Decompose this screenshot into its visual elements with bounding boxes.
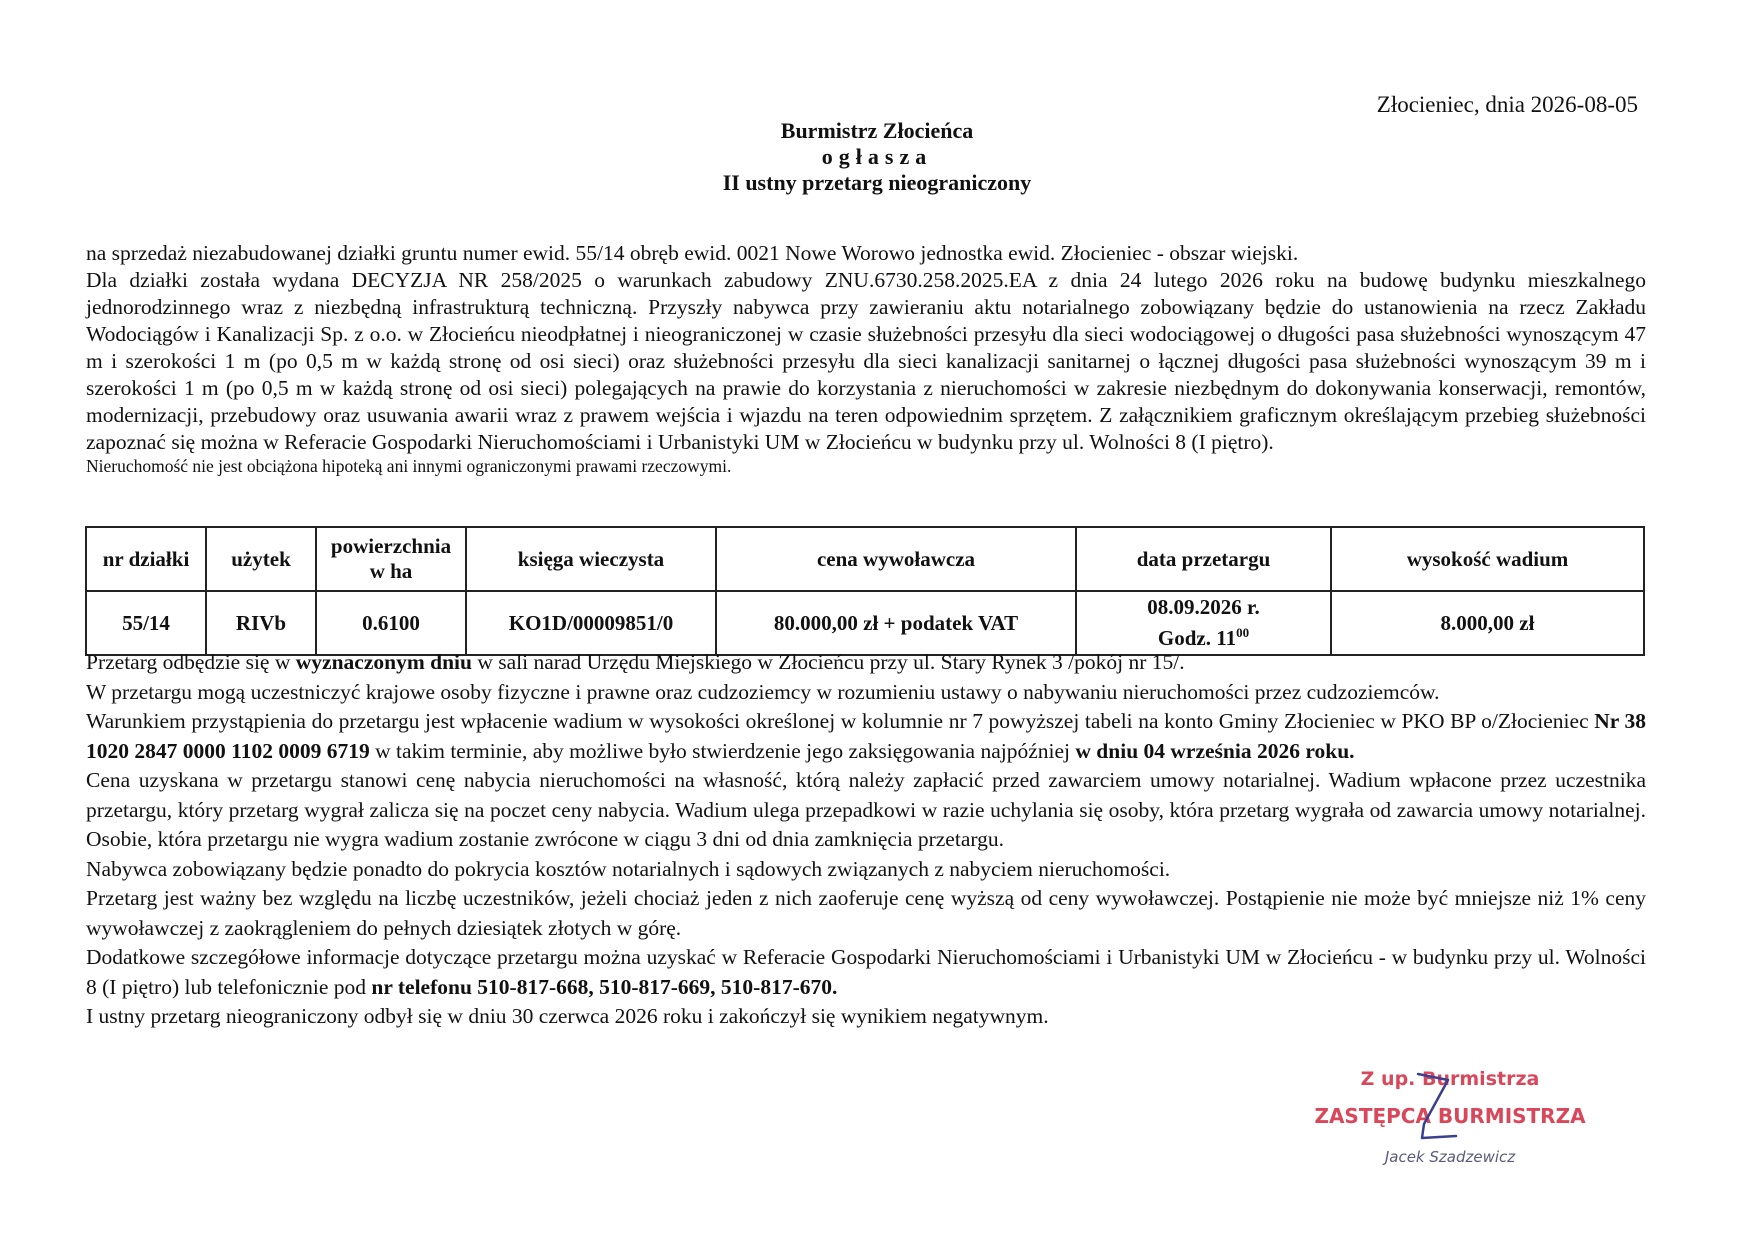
document-date: Złocieniec, dnia 2026-08-05 xyxy=(1376,92,1638,117)
contact-phone-numbers: nr telefonu 510-817-668, 510-817-669, 510-817-670. xyxy=(371,974,838,999)
stamp-line-authority: Z up. Burmistrza xyxy=(1360,1068,1540,1090)
terms-location xyxy=(86,648,1646,678)
terms-section xyxy=(86,648,1646,1032)
intro-section xyxy=(86,240,1646,476)
intro-paragraph-2: Dla działki została wydana DECYZJA NR 258/2025 o warunkach zabudowy ZNU.6730.258.2025.EA z dnia 24 lutego 2026 roku na budowę budynku mieszkalnego jednorodzinnego wraz z niezbędną infrastrukturą techniczną. Przyszły nabywca przy zawieraniu aktu notarialnego zobowiązany będzie do ustanowienia na rzecz Zakładu Wodociągów i Kanalizacji Sp. z o.o. w Złocieńcu nieodpłatnej i nieograniczonej w czasie służebności przesyłu dla sieci wodociągowej o długości pasa służebności wynoszącym 47 m i szerokości 1 m (po 0,5 m w każdą stronę od osi sieci) oraz służebności przesyłu dla sieci kanalizacji sanitarnej o łącznej długości pasa służebności wynoszącym 39 m i szerokości 1 m (po 0,5 m w każdą stronę od osi sieci) polegających na prawie do korzystania z nieruchomości w zakresie niezbędnym do dokonywania konserwacji, remontów, modernizacji, przebudowy oraz usuwania awarii wraz z prawem wejścia i wjazdu na teren odpowiednim sprzętem. Z załącznikiem graficznym określającym przebieg służebności zapoznać się można w Referacie Gospodarki Nieruchomościami i Urbanistyki UM w Złocieńcu w budynku przy ul. Wolności 8 (I piętro). xyxy=(86,268,1646,454)
terms-price: Cena uzyskana w przetargu stanowi cenę nabycia nieruchomości na własność, którą należy zapłacić przed zawarciem umowy notarialnej. Wadium wpłacone przez uczestnika przetargu, który przetarg wygrał zalicza się na poczet ceny nabycia. Wadium ulega przepadkowi w razie uchylania się osoby, która przetarg wygrała od zawarcia umowy notarialnej. Osobie, która przetargu nie wygra wadium zostanie zwrócone w ciągu 3 dni od dnia zamknięcia przetargu. xyxy=(86,768,1646,851)
col-header-plot: nr działki xyxy=(86,527,206,591)
terms-participants: W przetargu mogą uczestniczyć krajowe osoby fizyczne i prawne oraz cudzoziemcy w rozumieniu ustawy o nabywaniu nieruchomości przez cudzoziemców. xyxy=(86,679,1440,704)
col-header-register: księga wieczysta xyxy=(466,527,716,591)
intro-paragraph-3: Nieruchomość nie jest obciążona hipoteką ani innymi ograniczonymi prawami rzeczowymi. xyxy=(86,456,732,476)
terms-location-text-1: Przetarg odbędzie się w xyxy=(86,650,296,674)
terms-location-text-2: w sali narad Urzędu Miejskiego w Złocieńcu przy ul. Stary Rynek 3 /pokój nr 15/. xyxy=(471,650,1185,674)
cell-plot: 55/14 xyxy=(86,591,206,655)
terms-location-emphasis: wyznaczonym dniu xyxy=(295,650,472,674)
col-header-use: użytek xyxy=(206,527,316,591)
table-row xyxy=(86,591,1644,655)
tender-time-minutes: 00 xyxy=(1236,625,1250,640)
terms-costs: Nabywca zobowiązany będzie ponadto do pokrycia kosztów notarialnych i sądowych związanych z nabyciem nieruchomości. xyxy=(86,856,1171,881)
cell-register: KO1D/00009851/0 xyxy=(466,591,716,655)
intro-paragraph-1: na sprzedaż niezabudowanej działki gruntu numer ewid. 55/14 obręb ewid. 0021 Nowe Worowo jednostka ewid. Złocieniec - obszar wiejski. xyxy=(86,241,1299,265)
issuer-title: Burmistrz Złocieńca xyxy=(780,118,974,143)
col-header-area: powierzchnia w ha xyxy=(316,527,466,591)
terms-deposit-text-2: w takim terminie, aby możliwe było stwierdzenie jego zaksięgowania najpóźniej xyxy=(369,738,1076,763)
handwritten-signature xyxy=(1408,1066,1478,1146)
col-header-price: cena wywoławcza xyxy=(716,527,1076,591)
cell-deposit: 8.000,00 zł xyxy=(1331,591,1644,655)
tender-time xyxy=(1081,620,1326,651)
table-header-row xyxy=(86,527,1644,591)
deposit-deadline: w dniu 04 września 2026 roku. xyxy=(1075,738,1355,763)
stamp-line-position: ZASTĘPCA BURMISTRZA xyxy=(1314,1104,1586,1128)
document-heading xyxy=(0,118,1754,196)
tender-time-text: Godz. 11 xyxy=(1157,626,1237,650)
terms-contact xyxy=(86,943,1646,1002)
cell-price: 80.000,00 zł + podatek VAT xyxy=(716,591,1076,655)
stamp-line-name: Jacek Szadzewicz xyxy=(1384,1148,1516,1166)
tender-title: II ustny przetarg nieograniczony xyxy=(722,170,1032,195)
terms-contact-text: Dodatkowe szczegółowe informacje dotyczące przetargu można uzyskać w Referacie Gospodarki Nieruchomościami i Urbanistyki UM w Złocieńcu - w budynku przy ul. Wolności 8 (I piętro) lub telefonicznie pod xyxy=(86,945,1646,999)
cell-use: RIVb xyxy=(206,591,316,655)
terms-deposit-text-1: Warunkiem przystąpienia do przetargu jest wpłacenie wadium w wysokości określonej w kolumnie nr 7 powyższej tabeli na konto Gminy Złocieniec w PKO BP o/Złocieniec xyxy=(86,709,1595,733)
cell-date xyxy=(1076,591,1331,655)
cell-area: 0.6100 xyxy=(316,591,466,655)
tender-date: 08.09.2026 r. xyxy=(1147,595,1260,619)
terms-deposit xyxy=(86,707,1646,766)
col-header-deposit: wysokość wadium xyxy=(1331,527,1644,591)
plot-table xyxy=(85,526,1645,656)
announces-word: ogłasza xyxy=(821,144,933,169)
terms-validity: Przetarg jest ważny bez względu na liczbę uczestników, jeżeli chociaż jeden z nich zaoferuje cenę wyższą od ceny wywoławczej. Postąpienie nie może być mniejsze niż 1% ceny wywoławczej z zaokrągleniem do pełnych dziesiątek złotych w górę. xyxy=(86,886,1646,940)
col-header-date: data przetargu xyxy=(1076,527,1331,591)
bank-account-number: Nr 38 1020 2847 0000 1102 0009 6719 xyxy=(86,709,1646,763)
terms-previous-tender: I ustny przetarg nieograniczony odbył się w dniu 30 czerwca 2026 roku i zakończył się wynikiem negatywnym. xyxy=(86,1004,1049,1028)
